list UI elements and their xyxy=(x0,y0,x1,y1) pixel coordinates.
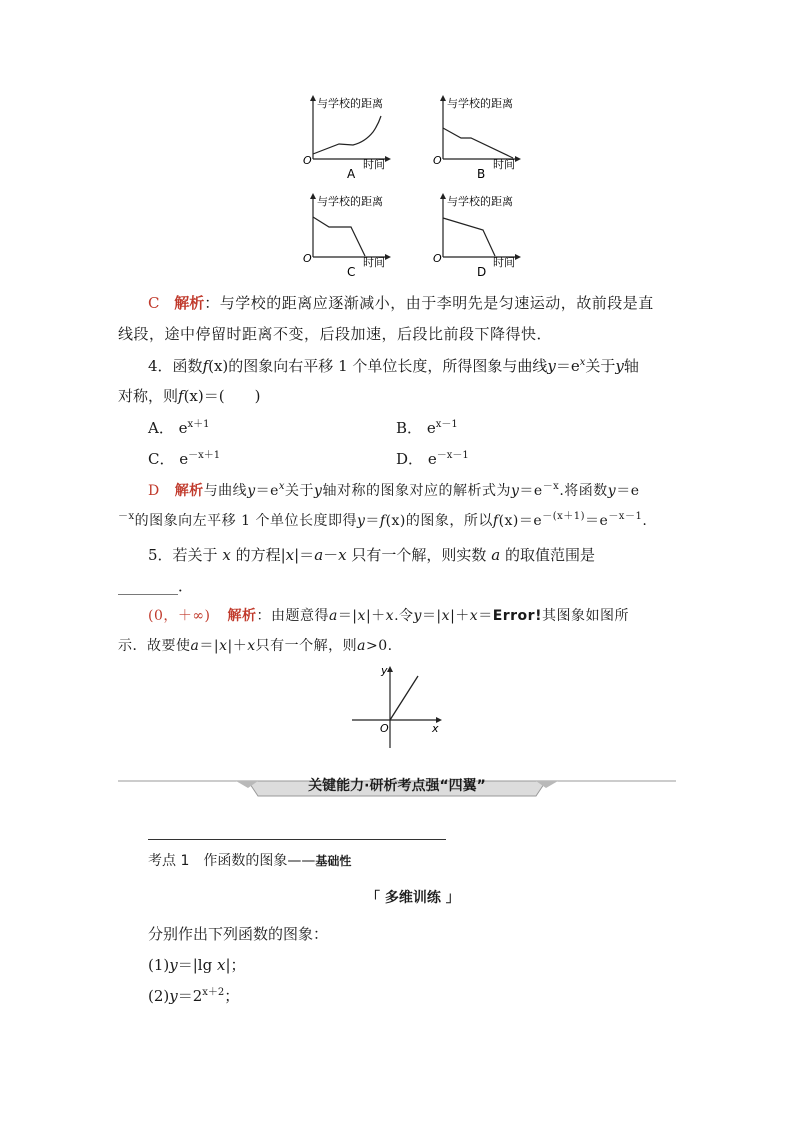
topic-tag: 基础性 xyxy=(315,854,352,868)
q5-graph xyxy=(348,660,448,752)
graph-c-xlabel: 时间 xyxy=(363,256,385,269)
q5-graph-ylabel: y xyxy=(381,664,388,677)
graph-b-ylabel: 与学校的距离 xyxy=(447,97,513,110)
q4-answer: D xyxy=(148,483,160,499)
q4-option-b[interactable]: B． $e^{x-1}$ xyxy=(396,419,458,437)
topic-heading xyxy=(148,851,351,871)
graph-b-xlabel: 时间 xyxy=(493,158,515,171)
q5-ray xyxy=(390,676,418,720)
option-graphs xyxy=(295,92,535,282)
q4-option-a[interactable]: A． $e^{x+1}$ xyxy=(148,419,210,437)
graph-a-letter: A xyxy=(347,167,356,181)
exercise-item-1: (1)y＝|lg x|； xyxy=(148,956,246,974)
q5-stem-line1: 5．若关于 x 的方程|x|＝a－x 只有一个解，则实数 a 的取值范围是 xyxy=(148,546,595,564)
graph-a xyxy=(303,95,391,181)
graph-d-xlabel: 时间 xyxy=(493,256,515,269)
q5-graph-xlabel: x xyxy=(432,722,439,735)
q3-answer: C xyxy=(148,294,160,312)
graph-d-x-arrow xyxy=(515,254,521,260)
q5-graph-origin: O xyxy=(380,722,389,735)
q5-analysis-line1: (0，＋∞) 解析：由题意得a＝|x|＋x.令y＝|x|＋x＝Error!其图象如图所 xyxy=(148,608,629,624)
graph-c-curve xyxy=(313,217,365,256)
topic-label: 考点 1 作函数的图象—— xyxy=(148,853,316,869)
graph-d-origin: O xyxy=(433,252,442,265)
q3-analysis-label: 解析 xyxy=(174,294,205,312)
graph-c xyxy=(303,193,391,279)
graph-a-ylabel: 与学校的距离 xyxy=(317,97,383,110)
q5-blank[interactable]: ________． xyxy=(118,577,194,595)
graph-c-y-arrow xyxy=(310,193,316,199)
banner-title: 关键能力·研析考点强“四翼” xyxy=(308,778,486,794)
q5-y-arrow xyxy=(387,666,393,672)
q4-option-c[interactable]: C． $e^{-x+1}$ xyxy=(148,450,221,468)
graph-a-xlabel: 时间 xyxy=(363,158,385,171)
q5-analysis-line2: 示．故要使a＝|x|＋x只有一个解，则a>0. xyxy=(118,638,393,654)
exercise-intro: 分别作出下列函数的图象： xyxy=(148,925,329,943)
topic-rule xyxy=(148,839,446,840)
training-heading: 「 多维训练 」 xyxy=(366,890,460,906)
q4-option-d[interactable]: D． $e^{-x-1}$ xyxy=(396,450,469,468)
graph-b xyxy=(433,95,521,181)
q5-answer: (0，＋∞) xyxy=(148,608,211,624)
graph-a-y-arrow xyxy=(310,95,316,101)
q5-error-text: Error! xyxy=(492,608,542,624)
graph-d-ylabel: 与学校的距离 xyxy=(447,195,513,208)
graph-a-origin: O xyxy=(303,154,312,167)
q4-analysis-line1: D 解析与曲线$y=e^x$关于y轴对称的图象对应的解析式为$y=e^{-x}$.将函数y＝e xyxy=(148,481,640,499)
graph-a-x-arrow xyxy=(385,156,391,162)
q3-analysis-line1 xyxy=(148,293,654,313)
graph-b-y-arrow xyxy=(440,95,446,101)
graph-d-y-arrow xyxy=(440,193,446,199)
graph-c-ylabel: 与学校的距离 xyxy=(317,195,383,208)
q4-analysis-line2: $^{-x}$的图象向左平移 1 个单位长度即得y＝f(x)的图象，所以$f(x)=e^{-(x+1)}=e^{-x-1}$. xyxy=(118,511,648,529)
graph-b-letter: B xyxy=(477,167,486,181)
q3-analysis-text1: ：与学校的距离应逐渐减小，由于李明先是匀速运动，故前段是直 xyxy=(204,294,654,312)
exercise-item-2: $(2)y=2^{x+2}$； xyxy=(148,987,240,1005)
graph-a-curve xyxy=(313,116,381,154)
graph-b-origin: O xyxy=(433,154,442,167)
q4-stem-line2: 对称，则f(x)＝( ) xyxy=(118,387,261,405)
graph-c-x-arrow xyxy=(385,254,391,260)
graph-c-letter: C xyxy=(347,265,356,279)
graph-d-curve xyxy=(443,218,495,256)
q4-analysis-label: 解析 xyxy=(174,483,204,499)
graph-d xyxy=(433,193,521,279)
graph-c-origin: O xyxy=(303,252,312,265)
q3-analysis-line2: 线段，途中停留时距离不变，后段加速，后段比前段下降得快． xyxy=(118,325,553,343)
graph-d-letter: D xyxy=(477,265,487,279)
graph-b-curve xyxy=(443,128,513,158)
graph-b-x-arrow xyxy=(515,156,521,162)
q4-stem-line1: 4．函数f(x)的图象向右平移 1 个单位长度，所得图象与曲线$y=e^x$关于y轴 xyxy=(148,357,639,375)
q5-analysis-label: 解析 xyxy=(227,608,257,624)
section-banner xyxy=(118,772,676,802)
